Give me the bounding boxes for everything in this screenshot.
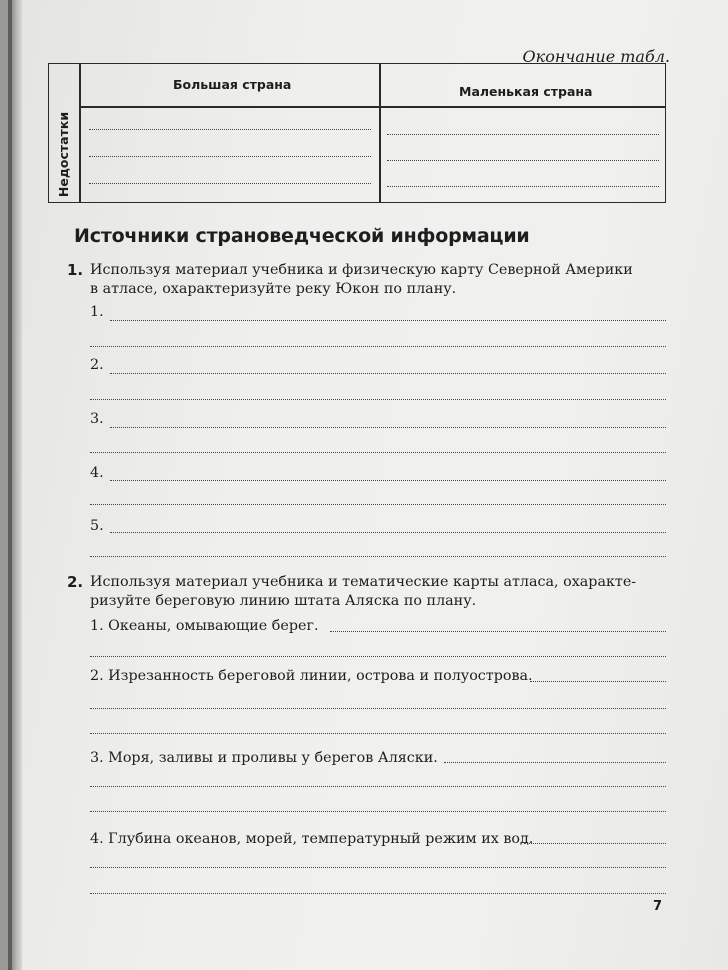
answer-line[interactable] xyxy=(524,843,666,844)
answer-line[interactable] xyxy=(387,160,659,161)
row-header-disadvantages: Недостатки xyxy=(56,111,72,197)
table-caption: Окончание табл. xyxy=(522,47,670,66)
task2-text-line1: Используя материал учебника и тематические карты атласа, охаракте- xyxy=(90,574,637,590)
answer-line[interactable] xyxy=(90,399,666,400)
task2-item-2: 2. Изрезанность береговой линии, острова и полуострова. xyxy=(90,668,533,684)
answer-line[interactable] xyxy=(110,532,666,533)
answer-line[interactable] xyxy=(530,681,666,682)
answer-line[interactable] xyxy=(90,811,666,812)
task2-item-4: 4. Глубина океанов, морей, температурный режим их вод. xyxy=(90,831,534,847)
task2-text-line2: ризуйте береговую линию штата Аляска по плану. xyxy=(90,593,477,609)
col-header-big-country: Большая страна xyxy=(173,77,292,92)
answer-line[interactable] xyxy=(90,346,666,347)
workbook-page xyxy=(8,0,728,970)
task2-number: 2. xyxy=(67,573,84,591)
answer-line[interactable] xyxy=(90,504,666,505)
answer-line[interactable] xyxy=(387,134,659,135)
answer-line[interactable] xyxy=(330,631,666,632)
answer-line[interactable] xyxy=(89,183,371,184)
task1-item-4: 4. xyxy=(90,465,104,481)
task1-text-line1: Используя материал учебника и физическую карту Северной Америки xyxy=(90,262,633,278)
task1-item-1: 1. xyxy=(90,304,104,320)
answer-line[interactable] xyxy=(444,762,666,763)
task2-item-1: 1. Океаны, омывающие берег. xyxy=(90,618,319,634)
answer-line[interactable] xyxy=(110,320,666,321)
page-spine xyxy=(8,0,22,970)
col-header-small-country: Маленькая страна xyxy=(459,84,593,99)
answer-line[interactable] xyxy=(90,893,666,894)
answer-line[interactable] xyxy=(110,373,666,374)
task2-item-3: 3. Моря, заливы и проливы у берегов Аляски. xyxy=(90,750,438,766)
answer-line[interactable] xyxy=(89,129,371,130)
answer-line[interactable] xyxy=(90,452,666,453)
task1-item-5: 5. xyxy=(90,518,104,534)
answer-line[interactable] xyxy=(110,480,666,481)
task1-item-3: 3. xyxy=(90,411,104,427)
answer-line[interactable] xyxy=(387,186,659,187)
task1-number: 1. xyxy=(67,261,84,279)
answer-line[interactable] xyxy=(90,786,666,787)
answer-line[interactable] xyxy=(90,733,666,734)
answer-line[interactable] xyxy=(90,867,666,868)
answer-line[interactable] xyxy=(90,556,666,557)
answer-line[interactable] xyxy=(90,708,666,709)
task1-item-2: 2. xyxy=(90,357,104,373)
answer-line[interactable] xyxy=(90,656,666,657)
comparison-table xyxy=(48,63,666,203)
task1-text-line2: в атласе, охарактеризуйте реку Юкон по плану. xyxy=(90,281,457,297)
answer-line[interactable] xyxy=(89,156,371,157)
section-title: Источники страноведческой информации xyxy=(74,225,530,247)
answer-line[interactable] xyxy=(110,427,666,428)
page-number: 7 xyxy=(652,899,662,914)
